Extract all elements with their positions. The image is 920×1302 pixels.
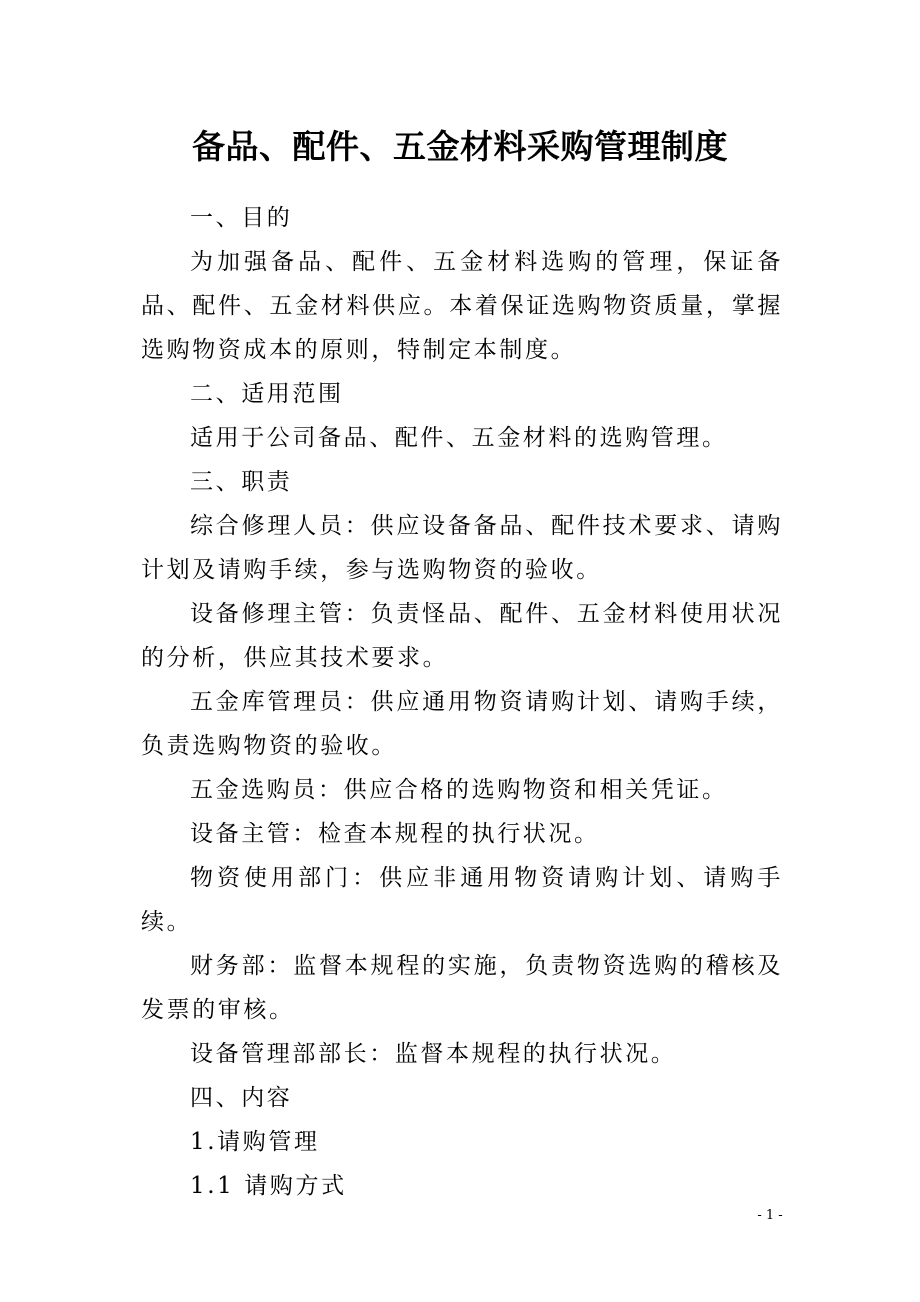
document-title: 备品、配件、五金材料采购管理制度	[192, 127, 728, 166]
page-number: - 1 -	[757, 1208, 783, 1223]
subsection-heading-requisition-method: 1.1 请购方式	[190, 1173, 347, 1199]
section-heading-scope: 二、适用范围	[190, 381, 344, 407]
paragraph-maintenance-staff: 综合修理人员：供应设备备品、配件技术要求、请购计划及请购手续，参与选购物资的验收。	[141, 513, 783, 583]
paragraph-purpose: 为加强备品、配件、五金材料选购的管理，保证备品、配件、五金材料供应。本着保证选购物资质量，掌握选购物资成本的原则，特制定本制度。	[141, 249, 783, 363]
section-heading-purpose: 一、目的	[190, 205, 293, 231]
paragraph-maintenance-supervisor: 设备修理主管：负责怪品、配件、五金材料使用状况的分析，供应其技术要求。	[141, 601, 783, 671]
document-body	[141, 196, 783, 1208]
section-heading-content: 四、内容	[190, 1085, 293, 1111]
section-heading-responsibilities: 三、职责	[190, 469, 293, 495]
paragraph-equipment-manager: 设备管理部部长：监督本规程的执行状况。	[190, 1041, 677, 1067]
paragraph-hardware-warehouse-keeper: 五金库管理员：供应通用物资请购计划、请购手续，负责选购物资的验收。	[141, 689, 783, 759]
paragraph-scope: 适用于公司备品、配件、五金材料的选购管理。	[190, 425, 728, 451]
subsection-heading-requisition: 1.请购管理	[190, 1129, 320, 1155]
paragraph-equipment-supervisor: 设备主管：检查本规程的执行状况。	[190, 821, 600, 847]
paragraph-using-department: 物资使用部门：供应非通用物资请购计划、请购手续。	[141, 865, 783, 935]
paragraph-hardware-buyer: 五金选购员：供应合格的选购物资和相关凭证。	[190, 777, 728, 803]
paragraph-finance-department: 财务部：监督本规程的实施，负责物资选购的稽核及发票的审核。	[141, 953, 783, 1023]
